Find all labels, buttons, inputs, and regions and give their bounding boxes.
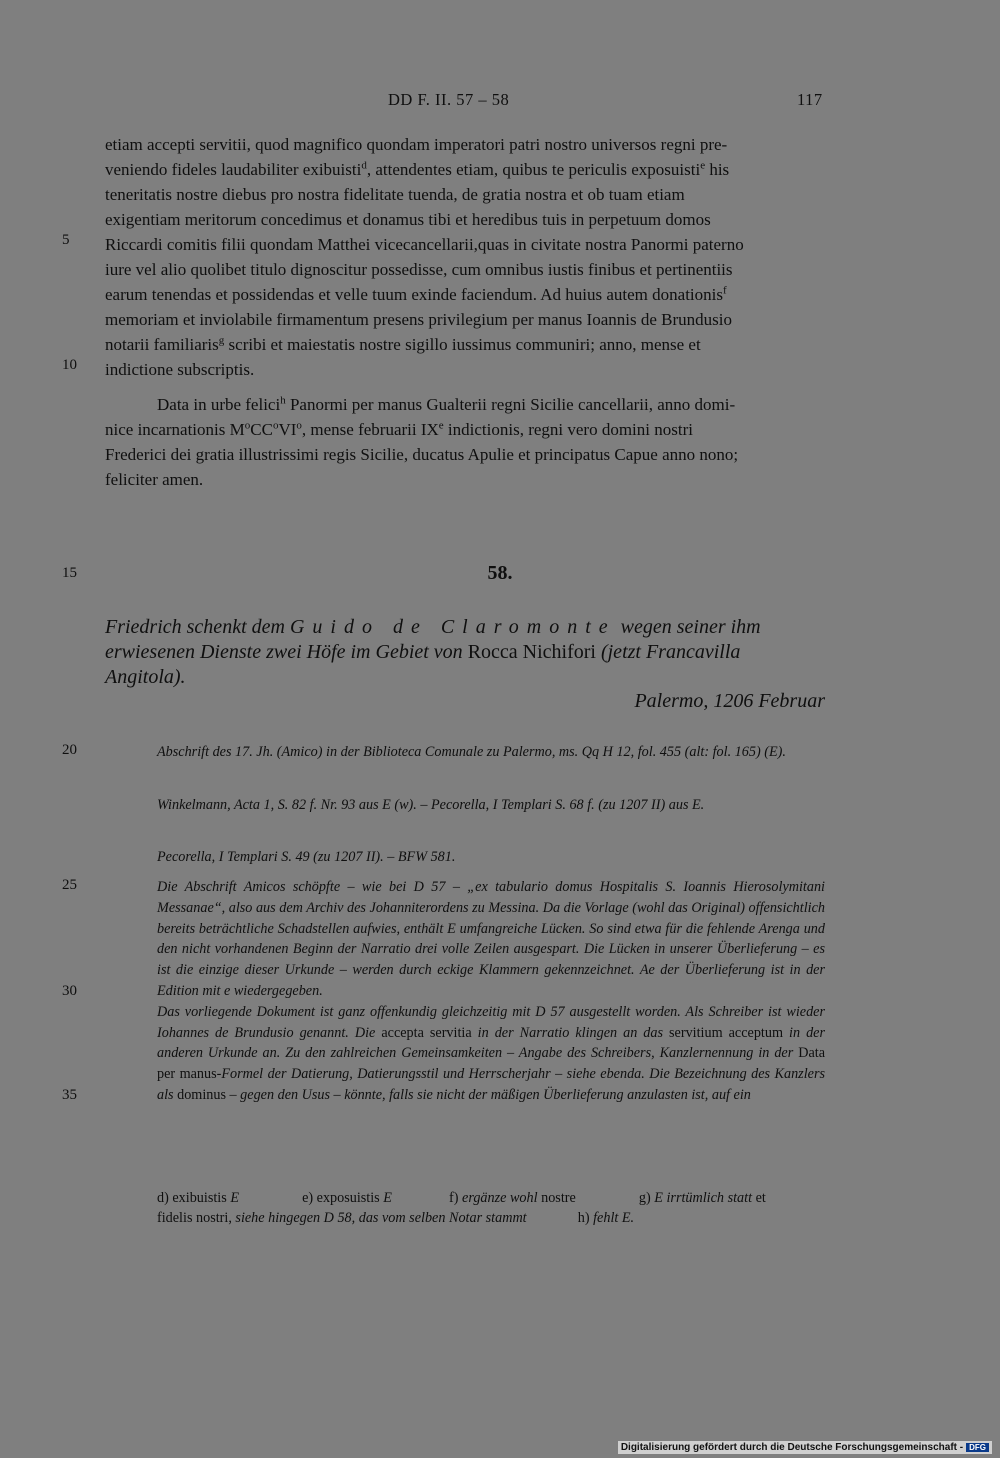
text-line: etiam accepti servitii, quod magnifico quondam imperatori patri nostro universos regni pre- (105, 135, 728, 154)
text-line: teneritatis nostre diebus pro nostra fidelitate tuenda, de gratia nostra et ob tuam etiam (105, 185, 685, 204)
text-line: nice incarnationis $M^oCC^oVI^o$, mense februarii IXe indictionis, regni vero domini nostri (105, 419, 693, 439)
apparatus-transmission: Abschrift des 17. Jh. (Amico) in der Biblioteca Comunale zu Palermo, ms. Qq H 12, fol. 455 (alt: fol. 165) (E). (157, 744, 786, 760)
text-line: Riccardi comitis filii quondam Matthei vicecancellarii,quas in civitate nostra Panormi paterno (105, 235, 744, 254)
document-text (105, 132, 825, 382)
dfg-logo: DFG (966, 1443, 989, 1452)
footnote-g: g) E irrtümlich statt et (638, 1190, 766, 1206)
line-number: 30 (62, 983, 77, 999)
footnote-d: d) exibuistis E (157, 1190, 239, 1206)
text-line: feliciter amen. (105, 470, 204, 489)
page-number: 117 (797, 90, 823, 109)
line-number: 15 (62, 565, 77, 581)
apparatus-regesta: Pecorella, I Templari S. 49 (zu 1207 II). – BFW 581. (157, 849, 456, 865)
footnote-e: e) exposuistis E (302, 1190, 392, 1206)
text-line: iure vel alio quolibet titulo dignoscitur possedisse, cum omnibus iustis finibus et pertinentiis (105, 260, 733, 279)
document-number: 58. (487, 562, 513, 584)
line-number: 25 (62, 877, 77, 893)
text-line: memoriam et inviolabile firmamentum presens privilegium per manus Ioannis de Brundusio (105, 310, 732, 329)
line-number: 20 (62, 742, 77, 758)
funding-footer: Digitalisierung gefördert durch die Deutsche Forschungsgemeinschaft - DFG (618, 1441, 992, 1454)
dating-clause (105, 392, 825, 492)
running-header: DD F. II. 57 – 58 (388, 90, 510, 109)
footnote-h: h) fehlt E. (577, 1210, 635, 1226)
footnote-f: f) ergänze wohl nostre (449, 1190, 576, 1206)
apparatus-commentary: Die Abschrift Amicos schöpfte – wie bei D 57 – „ex tabulario domus Hospitalis S. Ioannis Hierosolymitani Messanae“, also aus dem Archiv des Johanniterordens zu Messina. Da die Vorlage (wohl das Original) offensichtlich bereits beträchtliche Schadstellen aufwies, enthält E umfangreiche Lücken. So sind etwa für die fehlende Arenga und den nicht vorhandenen Beginn der Narratio drei volle Zeilen ausgespart. Die Lücken in unserer Überlieferung – es ist die einzige dieser Urkunde – werden durch eckige Klammern gekennzeichnet. Ae der Überlieferung ist in der Edition mit e wiedergegeben. Das vorliegende Dokument ist ganz offenkundig gleichzeitig mit D 57 ausgestellt worden. Als Schreiber ist wieder Iohannes de Brundusio genannt. Die accepta servitia in der Narratio klingen an das servitium acceptum in der anderen Urkunde an. Zu den zahlreichen Gemeinsamkeiten – Angabe des Schreibers, Kanzlernennung in der Data per manus-Formel der Datierung, Datierungsstil und Herrscherjahr – siehe ebenda. Die Bezeichnung des Kanzlers als dominus – gegen den Usus – könnte, falls sie nicht der mäßigen Überlieferung anzulasten ist, auf ein (157, 879, 825, 1103)
text-line: indictione subscriptis. (105, 360, 255, 379)
line-number: 5 (62, 232, 70, 248)
text-line: notarii familiaris$^g$ scribi et maiestatis nostre sigillo iussimus communiri; anno, mense et (105, 334, 701, 354)
text-line: Data in urbe felici$^h$ Panormi per manus Gualterii regni Sicilie cancellarii, anno domi- (157, 394, 736, 414)
text-line: exigentiam meritorum concedimus et donamus tibi et heredibus tuis in perpetuum domos (105, 210, 711, 229)
apparatus-editions: Winkelmann, Acta 1, S. 82 f. Nr. 93 aus E (w). – Pecorella, I Templari S. 68 f. (zu 1207 II) aus E. (157, 797, 705, 813)
regest: Friedrich schenkt dem Guido de Claromonte wegen seiner ihm erwiesenen Dienste zwei Höfe im Gebiet von Rocca Nichifori (jetzt Francavilla Angitola). (105, 616, 761, 688)
place-date: Palermo, 1206 Februar (634, 690, 825, 712)
text-line: Frederici dei gratia illustrissimi regis Sicilie, ducatus Apulie et principatus Capue anno nono; (105, 445, 739, 464)
footnotes: d) exibuistis E e) exposuistis E f) ergänze wohl nostre g) E irrtümlich statt et fidelis nostri, siehe hingegen D 58, das vom selben Notar stammt h) fehlt E. (157, 1190, 766, 1226)
text-line: veniendo fideles laudabiliter exibuisti$^d$, attendentes etiam, quibus te periculis exposuisti$^e$ his (105, 159, 730, 179)
line-number: 35 (62, 1087, 77, 1103)
text-line: earum tenendas et possidendas et velle tuum exinde faciendum. Ad huius autem donationis$^f$ (105, 284, 727, 304)
line-number: 10 (62, 357, 77, 373)
